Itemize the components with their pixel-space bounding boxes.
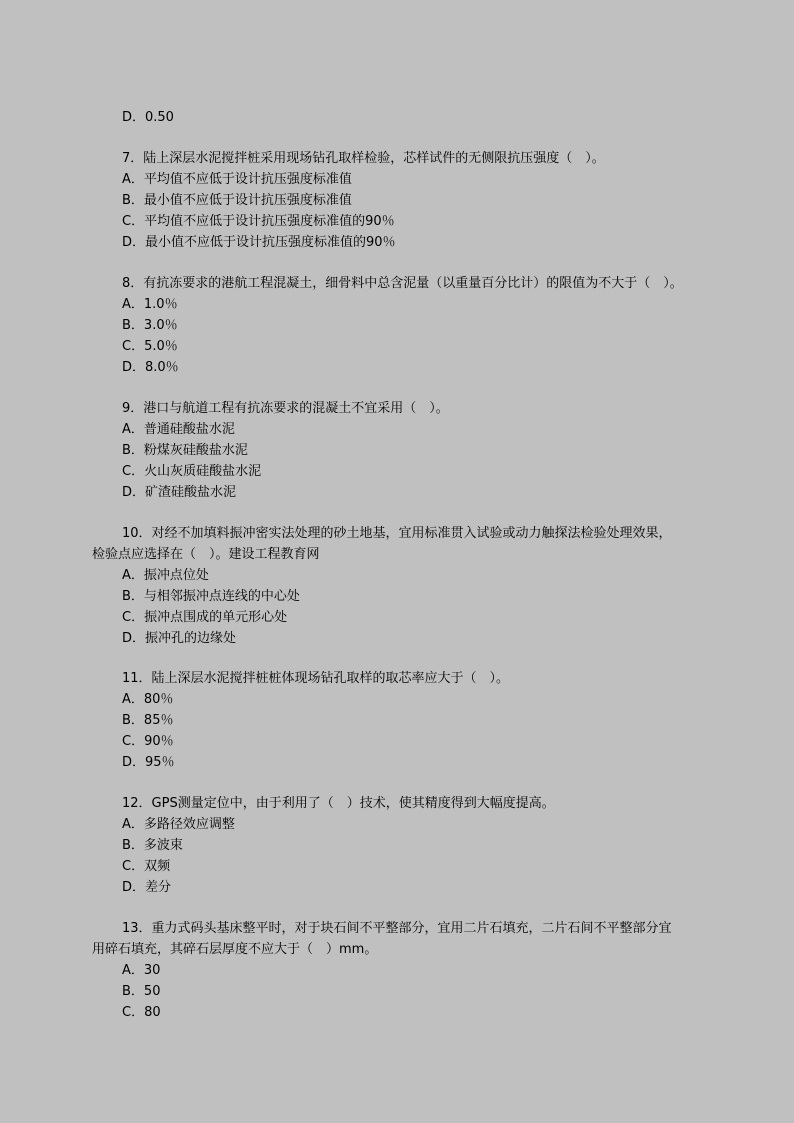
question-10-option-d: D．振冲孔的边缘处 <box>122 631 237 646</box>
question-7-option-b: B．最小值不应低于设计抗压强度标准值 <box>122 193 352 208</box>
question-8-option-c: C．5.0％ <box>122 339 178 354</box>
question-12-option-d: D．差分 <box>122 880 172 895</box>
question-8-option-d: D．8.0％ <box>122 360 179 375</box>
question-9-stem: 9．港口与航道工程有抗冻要求的混凝土不宜采用（ ）。 <box>122 401 449 416</box>
question-12-stem: 12．GPS测量定位中，由于利用了（ ）技术，使其精度得到大幅度提高。 <box>122 796 555 811</box>
question-11-option-c: C．90％ <box>122 734 174 749</box>
question-8-option-a: A．1.0％ <box>122 297 178 312</box>
question-11-stem: 11．陆上深层水泥搅拌桩桩体现场钻孔取样的取芯率应大于（ ）。 <box>122 671 510 686</box>
question-10-stem-continued: 检验点应选择在（ ）。建设工程教育网 <box>92 547 320 562</box>
question-13-stem: 13．重力式码头基床整平时，对于块石间不平整部分，宜用二片石填充，二片石间不平整部分宜 <box>122 921 672 936</box>
question-10-option-c: C．振冲点围成的单元形心处 <box>122 610 288 625</box>
question-10-option-a: A．振冲点位处 <box>122 568 209 583</box>
question-12-option-c: C．双频 <box>122 859 171 874</box>
question-13-option-a: A．30 <box>122 963 161 978</box>
question-12-option-a: A．多路径效应调整 <box>122 817 235 832</box>
question-8-stem: 8．有抗冻要求的港航工程混凝土，细骨料中总含泥量（以重量百分比计）的限值为不大于（ ）。 <box>122 276 683 291</box>
question-11-option-a: A．80％ <box>122 692 174 707</box>
question-9-option-b: B．粉煤灰硅酸盐水泥 <box>122 443 248 458</box>
question-11-option-d: D．95％ <box>122 755 175 770</box>
question-11-option-b: B．85％ <box>122 713 174 728</box>
question-8-option-b: B．3.0％ <box>122 318 178 333</box>
question-13-option-b: B．50 <box>122 984 161 999</box>
question-10-option-b: B．与相邻振冲点连线的中心处 <box>122 589 300 604</box>
question-9-option-d: D．矿渣硅酸盐水泥 <box>122 485 237 500</box>
question-10-stem: 10．对经不加填料振冲密实法处理的砂土地基，宜用标准贯入试验或动力触探法检验处理效果， <box>122 526 672 541</box>
question-9-option-c: C．火山灰质硅酸盐水泥 <box>122 464 262 479</box>
prev-question-option-d: D．0.50 <box>122 110 174 125</box>
question-13-option-c: C．80 <box>122 1005 161 1020</box>
question-7-option-c: C．平均值不应低于设计抗压强度标准值的90％ <box>122 214 395 229</box>
question-12-option-b: B．多波束 <box>122 838 183 853</box>
question-7-stem: 7．陆上深层水泥搅拌桩采用现场钻孔取样检验，芯样试件的无侧限抗压强度（ ）。 <box>122 151 605 166</box>
question-13-stem-continued: 用碎石填充，其碎石层厚度不应大于（ ）mm。 <box>92 942 378 957</box>
question-7-option-a: A．平均值不应低于设计抗压强度标准值 <box>122 172 352 187</box>
question-7-option-d: D．最小值不应低于设计抗压强度标准值的90％ <box>122 235 396 250</box>
question-9-option-a: A．普通硅酸盐水泥 <box>122 422 235 437</box>
